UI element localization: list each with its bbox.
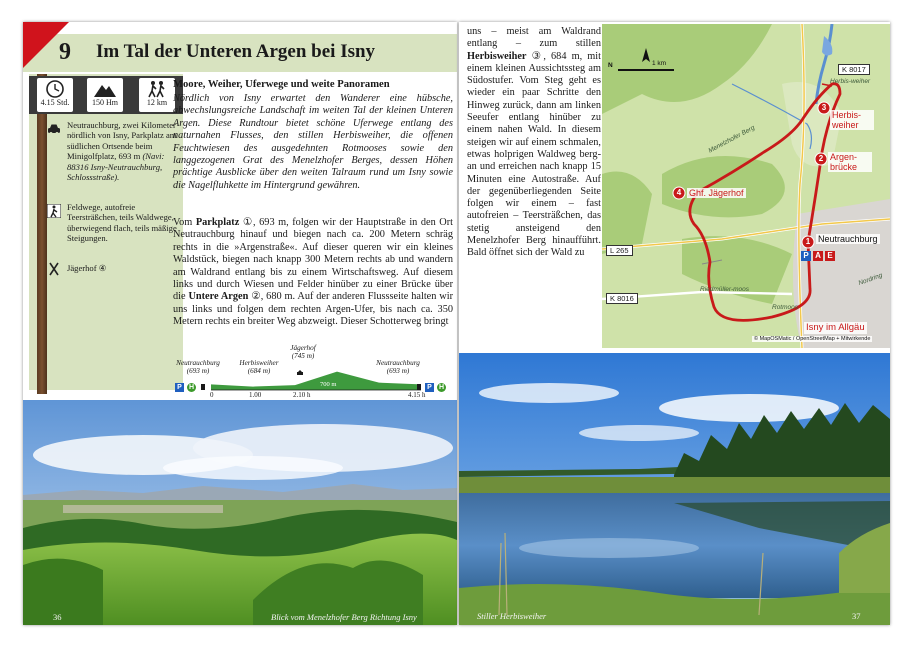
right-page (459, 22, 890, 625)
body-text-2: ①, 693 m, folgen wir der Hauptstraße in den Ort Neutrauchburg hinauf und biegen nach ca. 200 Metern schräg rechts in die »Argenstraße«. Auf dieser queren wir ein kleines Waldstück, biegen nach knapp 300 Metern rechts ab und wandern am Waldrand entlang bis zu einem Wirtschaftsweg. Auf diesem links und durch Wiesen und Felder hinüber zu einer Brücke über die (173, 217, 454, 303)
access-text: Neutrauchburg, zwei Kilometer nördlich von Isny, Parkplatz am südlichen Ortsende beim Minigolfplatz, 693 m (67, 120, 177, 162)
parking-icon: P (801, 251, 811, 261)
profile-point-alt: (745 m) (291, 352, 315, 360)
road-label-k8016: K 8016 (606, 293, 638, 304)
parking-icon: P (425, 383, 434, 392)
access-info (67, 120, 179, 182)
restaurant-marker-icon (297, 370, 303, 375)
signpost-pole (37, 74, 47, 394)
bus-stop-icon: H (188, 384, 195, 391)
profile-point-name: Neutrauchburg (176, 359, 220, 367)
elevation-stat (87, 78, 123, 112)
page-number-right: 37 (852, 611, 861, 621)
map-credit: © MapOSMatic / OpenStreetMap + Mitwirkende (754, 336, 871, 342)
profile-baseline-label: 700 m (320, 381, 337, 388)
map-scale: 1 km (652, 60, 667, 67)
map-text-herbisweiher: Herbis-weiher (830, 78, 871, 85)
landscape-illustration (23, 400, 457, 625)
elevation-value: 150 Hm (92, 98, 118, 107)
road-label-k8017: K 8017 (838, 64, 870, 75)
bus-stop-icon: H (438, 384, 445, 391)
place-label-neutrauchburg: Neutrauchburg (818, 234, 878, 244)
hikers-icon (145, 80, 169, 98)
body-bold-parkplatz: Parkplatz (195, 217, 240, 228)
terrain-info: Feldwege, autofreie Teersträßchen, teils Waldwege, überwiegend flach, teils mäßige Steigungen. (67, 202, 177, 244)
hiking-trail-icon (47, 204, 61, 218)
route-description-continued (467, 26, 601, 260)
profile-tick: 2.10 h (293, 391, 311, 399)
tour-number: 9 (59, 39, 71, 65)
bus-stop-icon: A (813, 251, 823, 261)
intro-text: Nördlich von Isny erwartet den Wanderer eine hübsche, abwechslungsreiche Landschaft im weiten Tal der kleinen Unteren Argen. Diese Rundtour bietet schöne Uferwege entlang des naturnahen Flusses, den stillen Herbisweiher, die offenen Feuchtwiesen des ausgedehnten Rotmooses sowie den langgezogenen Grat des Menelzhofer Berges, dessen Höhen prächtige Ausblicke über den weiten Talraum rund um Isny sowie die Nagelfluhkette im Hintergrund gewähren. (173, 93, 453, 191)
profile-point-name: Herbisweiher (239, 359, 279, 367)
lake-photo (459, 353, 890, 625)
profile-tick: 1.00 (249, 391, 262, 399)
stats-icon-row (29, 76, 183, 114)
waypoint-number: 4 (676, 188, 682, 197)
landscape-photo (23, 400, 457, 625)
navi-text: (Navi: 88316 Isny-Neutrauchburg, Schlossstraße). (67, 151, 165, 183)
map-text-rotmoos: Rotmoos (772, 304, 799, 311)
restaurant-icon (47, 262, 61, 276)
photo-caption-right: Stiller Herbisweiher (477, 611, 547, 621)
parking-icon: P (175, 383, 184, 392)
route-description (173, 217, 453, 329)
time-stat (37, 78, 73, 112)
place-label-isny: Isny im Allgäu (806, 322, 865, 333)
profile-point-alt: (693 m) (386, 367, 410, 375)
lake-illustration (459, 353, 890, 625)
clock-icon (43, 80, 67, 98)
waypoint-number: 2 (818, 154, 824, 163)
route-map (602, 24, 890, 348)
intro-heading: Moore, Weiher, Uferwege und weite Panoramen (173, 79, 390, 90)
waypoint-number: 1 (805, 237, 811, 246)
distance-stat (139, 78, 175, 112)
map-text-menelzhofer-berg: Menelzhofer Berg (707, 124, 756, 155)
train-station-icon: E (825, 251, 835, 261)
profile-area (211, 372, 421, 390)
food-info: Jägerhof ④ (67, 263, 107, 273)
waypoint-label: Argen-brücke (828, 152, 872, 172)
waypoint-label: Herbis-weiher (830, 110, 874, 130)
map-text-nordring: Nordring (857, 271, 884, 288)
photo-caption-left: Blick vom Menelzhofer Berg Richtung Isny (271, 612, 417, 622)
body-text-2: ③, 684 m, mit einem kleinen Aussichtssteg am Südostufer. Vom Steg geht es wieder ein paar Schritte den Hinweg zurück, dann am linken Seeufer entlang hinüber zu einem nahen Wald. In diesem steigen wir auf einem schmalen, etwas holprigen Waldweg bergan und erreichen nach knapp 15 Minuten eine Autostraße. Auf der gegenüberliegenden Seite folgen wir einem – fast autofreien – Teersträßchen, das stetig ansteigend den Menelzhofer Berg hinaufführt. Bald öffnet sich der Wald zu (467, 50, 601, 259)
profile-point-alt: (684 m) (247, 367, 271, 375)
profile-label-jaegerhof (278, 344, 328, 360)
distance-value: 12 km (146, 98, 168, 107)
tour-title: Im Tal der Unteren Argen bei Isny (96, 41, 376, 62)
body-bold-untere-argen: Untere Argen (188, 291, 249, 303)
road-label-l265: L 265 (606, 245, 633, 256)
profile-point-name: Jägerhof (290, 344, 316, 352)
profile-point-alt: (693 m) (186, 367, 210, 375)
waypoint-label: Ghf. Jägerhof (689, 188, 744, 198)
profile-tick: 4.15 h (408, 391, 426, 399)
car-icon (47, 122, 61, 136)
north-arrow-label: N (608, 62, 613, 69)
body-bold-herbisweiher: Herbisweiher (467, 50, 527, 62)
profile-graph (173, 366, 453, 392)
waypoint-number: 3 (821, 103, 827, 112)
body-text-1: Vom (173, 217, 196, 228)
body-text-1: uns – meist am Waldrand entlang – zum stillen (467, 26, 601, 50)
page-number-left: 36 (53, 612, 62, 622)
profile-point-name: Neutrauchburg (376, 359, 420, 367)
profile-tick: 0 (210, 391, 214, 399)
mountain-icon (93, 80, 117, 98)
body-text-3: ②, 680 m. Auf der anderen Flussseite halten wir uns links und folgen dem rechten Argen-Ufer, bis nach ca. 350 Metern rechts ein breiter Weg abzweigt. Dieser Schotterweg bringt (173, 291, 453, 328)
left-page (23, 22, 457, 625)
map-text-riedmuellermoos: Riedmüller-moos (700, 286, 750, 293)
time-value: 4.15 Std. (40, 98, 70, 107)
